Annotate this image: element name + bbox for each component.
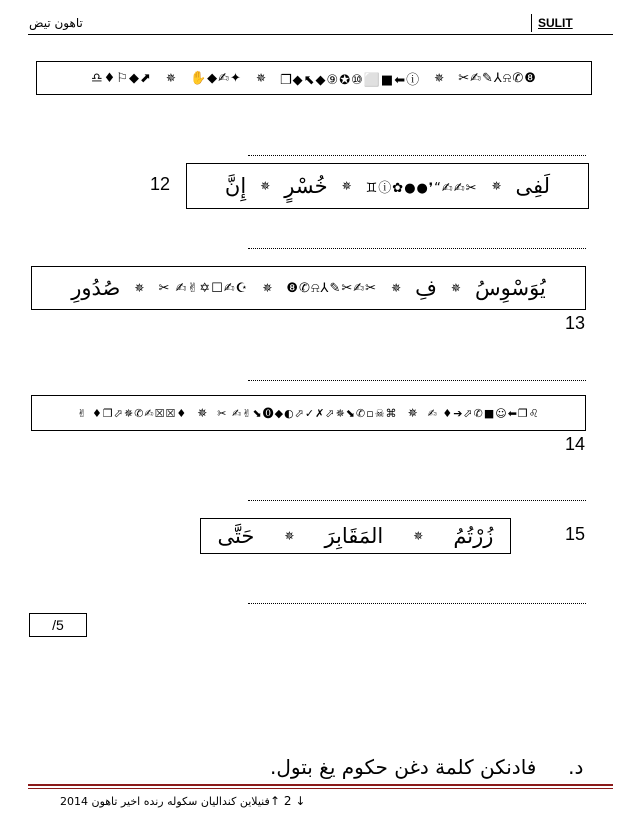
answer-line — [248, 500, 586, 501]
word-cell: ♦☒☒✍✆✵⬀❐♦ ✌ — [77, 406, 188, 420]
star-separator: ✵ — [450, 281, 461, 295]
star-separator: ✵ — [284, 529, 295, 543]
symbol-row — [91, 69, 537, 88]
word-cell: صُدُورِ — [71, 276, 121, 300]
word-cell: فِ — [415, 276, 437, 300]
word-cell: ♌❐⬅☺■✆⬀➔♦ ✍ — [427, 406, 540, 420]
word-cell: يُوَسْوِسُ — [474, 276, 546, 300]
question-number: 14 — [565, 434, 586, 454]
word-cell: ☪✍☐✡✌✍ ✂ — [158, 280, 249, 296]
question-number: 12 — [150, 174, 171, 194]
answer-line — [248, 248, 586, 249]
word-cell: حَتَّى — [217, 524, 255, 548]
question-number: 13 — [565, 313, 586, 333]
word-cell: المَقَابِرَ — [324, 524, 384, 548]
answer-line — [248, 380, 586, 381]
question-box-15 — [200, 518, 511, 554]
word-cell: ⓘ⬅■⬜⑩✪⑨◆⬉◆❐ — [280, 72, 421, 88]
star-separator: ✵ — [434, 71, 445, 85]
star-separator: ✵ — [255, 71, 266, 85]
answer-line — [248, 155, 586, 156]
star-separator: ✵ — [491, 179, 502, 193]
word-cell: زُرْتُمُ — [453, 524, 494, 548]
star-separator: ✵ — [391, 281, 402, 295]
header-divider — [531, 14, 532, 32]
question-box-14 — [31, 395, 586, 431]
subject-code: SULIT — [538, 16, 573, 30]
star-separator: ✵ — [197, 406, 208, 420]
word-cell: ⌘☠▫✆⬊✵⬀✗✓⬀◐◆⓿⬊✌✍ ✂ — [217, 407, 398, 420]
word-cell: لَفِى — [515, 174, 551, 198]
page-number: ↑ 2 ↓ — [270, 794, 306, 808]
question-number: 15 — [565, 524, 586, 544]
star-separator: ✵ — [407, 406, 418, 420]
word-cell: ✂✍✂✎⅄⍾✆❽ — [286, 280, 378, 296]
question-row-12 — [225, 174, 550, 198]
question-box-12 — [186, 163, 589, 209]
word-cell: ✂✍✍“❜●●✿ⓘ♊ — [365, 180, 478, 196]
footer-text: فنيلاين كنداليان سكوله رنده اخير تاهون 2014 — [60, 795, 270, 808]
answer-line — [248, 603, 586, 604]
symbol-row-box — [36, 61, 592, 95]
instruction-text — [270, 755, 583, 779]
footer-rule — [28, 788, 613, 789]
star-separator: ✵ — [341, 179, 352, 193]
question-box-13 — [31, 266, 586, 310]
header-rule — [28, 34, 613, 35]
star-separator: ✵ — [134, 281, 145, 295]
word-cell: ⬈◆⚐♦♎ — [91, 70, 152, 86]
star-separator: ✵ — [260, 179, 271, 193]
star-separator: ✵ — [262, 281, 273, 295]
star-separator: ✵ — [413, 529, 424, 543]
question-label: د. — [568, 755, 584, 779]
question-row-14 — [77, 405, 539, 421]
question-row-15 — [218, 524, 494, 548]
word-cell: خُسْرٍ — [284, 174, 328, 198]
question-text: فادنكن كلمة دغن حكوم يغ بتول. — [270, 755, 537, 779]
score-box: /5 — [29, 613, 87, 637]
star-separator: ✵ — [165, 71, 176, 85]
word-cell: ❽✆⍾⅄✎✍✂ — [458, 70, 537, 86]
question-row-13 — [71, 276, 546, 300]
school-label: تاهون تيض — [29, 16, 83, 30]
word-cell: ✦✍◆✋ — [189, 70, 242, 86]
word-cell: إِنَّ — [224, 174, 247, 198]
footer-rule — [28, 784, 613, 786]
